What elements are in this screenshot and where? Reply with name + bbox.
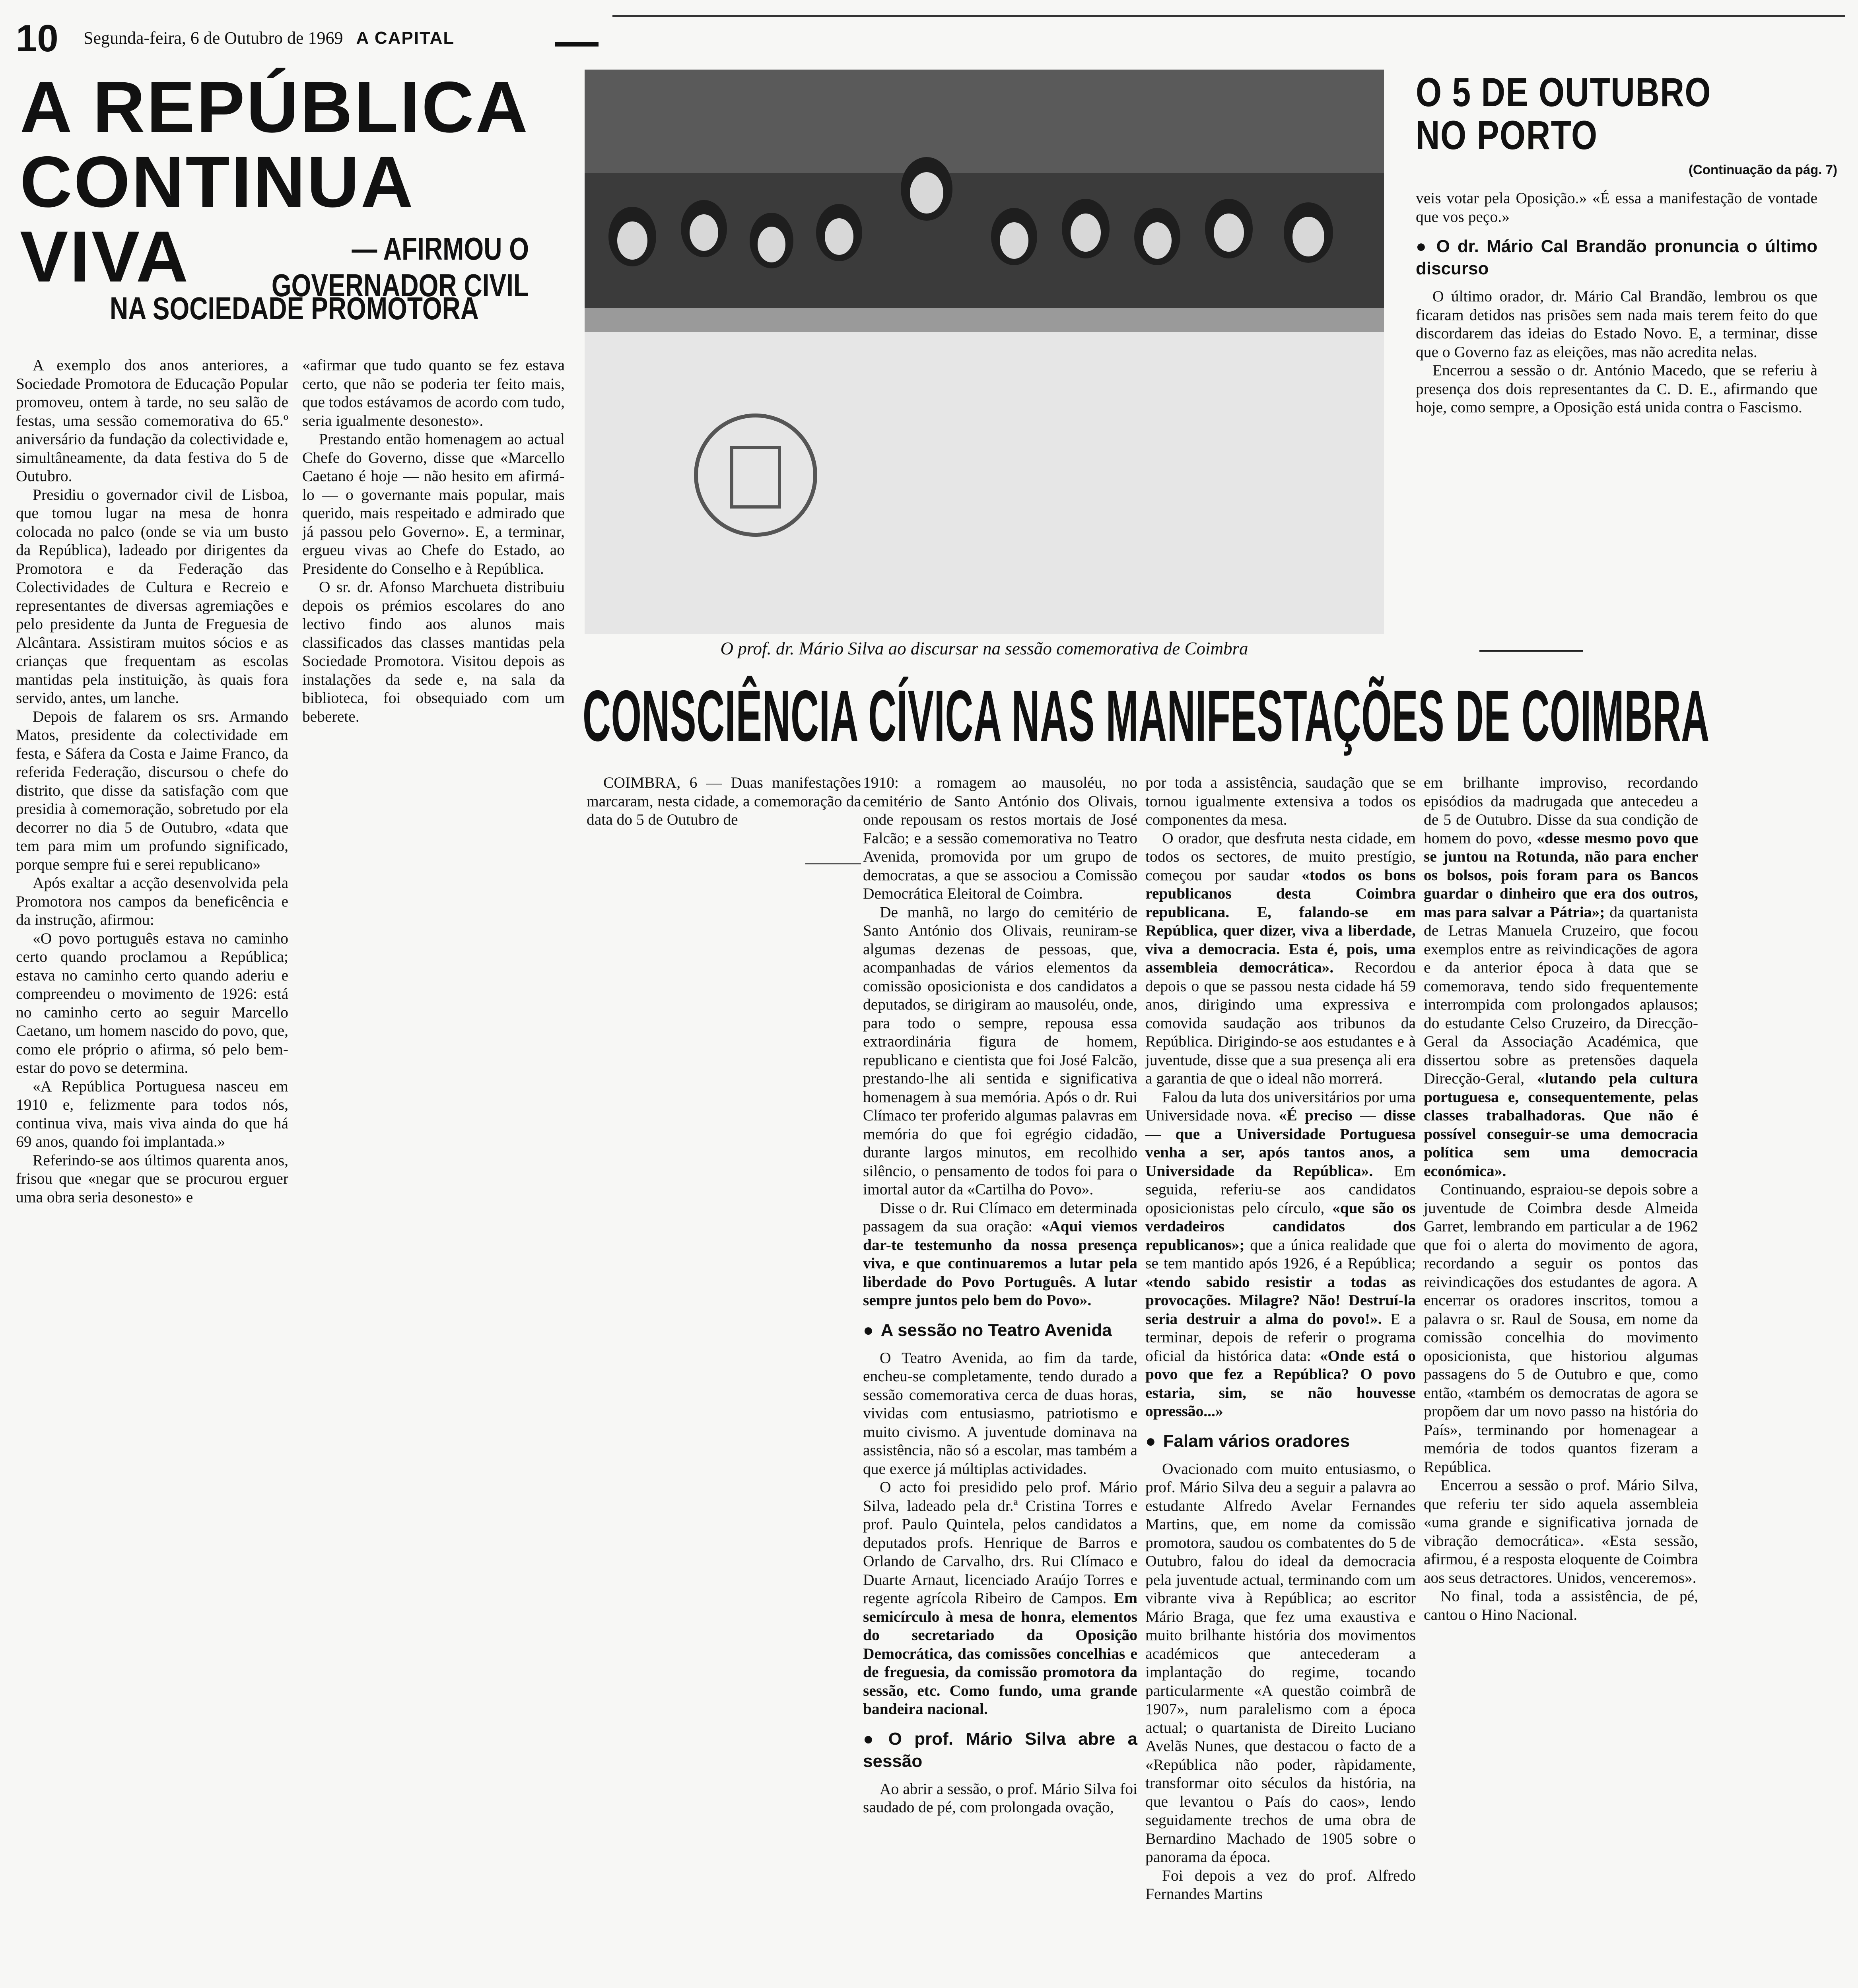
event-photo [585,70,1384,634]
paragraph: O sr. dr. Afonso Marchueta distribuiu depois os prémios escolares do ano lectivo findo aos alunos mais classificados das classes mantidas pela Sociedade Promotora. Visitou depois as instalações da sede e, na sala da biblioteca, foi obsequiado com um beberete. [302,578,565,725]
article-main-col1 [587,773,861,829]
quote: «todos os bons republicanos desta Coimbra republicana. E, falando-se em República, quer dizer, viva a liberdade, viva a democracia. Esta é, pois, uma assembleia democrática». [1145,866,1416,976]
paragraph: A exemplo dos anos anteriores, a Sociedade Promotora de Educação Popular promoveu, ontem à tarde, no seu salão de festas, uma sessão comemorativa do 65.º aniversário da fundação da colectividade e, simultâneamente, da data festiva do 5 de Outubro. [16,356,288,485]
bullet-icon: ● [863,1320,874,1340]
paragraph: Após exaltar a acção desenvolvida pela Promotora nos campos da beneficência e da instrução, afirmou: [16,874,288,928]
text: O acto foi presidido pelo prof. Mário Silva, ladeado pela dr.ª Cristina Torres e prof. Paulo Quintela, pelos candidatos a deputados profs. Henrique de Barros e Orlando de Carvalho, drs. Rui Clímaco e Duarte Arnaut, licenciado Araújo Torres e regente agrícola Ribeiro de Campos. [863,1478,1137,1607]
subhead-text: O prof. Mário Silva abre a sessão [863,1729,1137,1771]
paragraph: veis votar pela Oposição.» «É essa a manifestação de vontade que vos peço.» [1416,189,1817,225]
subhead [1416,235,1817,280]
paragraph: COIMBRA, 6 — Duas manifestações marcaram, nesta cidade, a comemoração da data do 5 de Outubro de [587,774,861,828]
article-left-col1 [16,356,288,1206]
paragraph [1145,829,1416,1088]
paragraph [863,1199,1137,1310]
text: que a única realidade que se tem mantido após 1926, é a República; [1145,1236,1416,1272]
subhead [1145,1430,1416,1452]
divider [1479,650,1583,652]
quote: «que são os verdadeiros candidatos dos republicanos»; [1145,1199,1416,1254]
paragraph: O Teatro Avenida, ao fim da tarde, encheu-se completamente, tendo durado a sessão comemorativa cerca de duas horas, vividas com entusiasmo, patriotismo e muito civismo. A juventude dominava na assistência, não só a escolar, mas também a que exerce já múltiplas actividades. [863,1349,1137,1477]
bullet-icon: ● [1416,237,1429,256]
headline-porto-line2: NO PORTO [1416,113,1598,158]
paragraph: Encerrou a sessão o dr. António Macedo, que se referiu à presença dos dois representantes da C. D. E., afirmando que hoje, como sempre, a Oposição está unida contra o Fascismo. [1416,361,1817,416]
subhead [863,1319,1137,1342]
article-main-col4 [1424,773,1698,1624]
subhead [863,1728,1137,1773]
paragraph: No final, toda a assistência, de pé, cantou o Hino Nacional. [1424,1587,1698,1623]
folio-dash [555,42,599,47]
top-rule [612,15,1845,17]
headline-porto [1416,71,1742,157]
article-main-col3 [1145,773,1416,1903]
quote: «lutando pela cultura portuguesa e, consequentemente, pelas classes trabalhadoras. Que não é possível conseguir-se uma democracia política sem uma democracia económica». [1424,1070,1699,1180]
paragraph: por toda a assistência, saudação que se tornou igualmente extensiva a todos os componentes da mesa. [1145,774,1416,828]
paragraph: O último orador, dr. Mário Cal Brandão, lembrou os que ficaram detidos nas prisões sem nada mais terem feito do que discordarem das ideias do Estado Novo. E, a terminar, disse que o Governo faz as eleições, mas não acredita nelas. [1416,287,1817,361]
article-left-col2 [302,356,565,726]
paragraph: De manhã, no largo do cemitério de Santo António dos Olivais, reuniram-se algumas dezenas de pessoas, que, acompanhadas de vários elementos da comissão oposicionista e dos candidatos a deputados, se dirigiram ao mausoléu, onde, para todo o sempre, repousa essa extraordinária figura de homem, republicano e cientista que foi José Falcão, prestando-lhe ali sentida e significativa homenagem à sua memória. Após o dr. Rui Clímaco ter proferido algumas palavras em memória do que foi egrégio cidadão, durante largos minutos, em recolhido silêncio, o pensamento de todos foi para o imortal autor da «Cartilha do Povo». [863,903,1137,1198]
bullet-icon: ● [1145,1431,1156,1451]
paragraph [1145,1088,1416,1421]
subhead-text: A sessão no Teatro Avenida [880,1320,1112,1340]
divider [805,863,861,864]
text: Recordou depois o que se passou nesta cidade há 59 anos, dirigindo uma expressiva e comovida saudação aos tribunos da República. Dirigindo-se aos estudantes e à juventude, disse que a sua presença ali era a garantia de que o ideal não morrerá. [1145,959,1416,1087]
quote: «Onde está o povo que fez a República? O povo estaria, sim, se não houvesse opressão...» [1145,1347,1416,1420]
paragraph: Foi depois a vez do prof. Alfredo Fernandes Martins [1145,1866,1416,1903]
paragraph: «O povo português estava no caminho certo quando proclamou a República; estava no caminho certo quando aderiu e compreendeu o movimento de 1926: está no caminho certo ao seguir Marcello Caetano, um homem nascido do povo, que, como ele próprio o afirma, só pelo bem-estar do povo se determina. [16,929,288,1076]
quote: «Aqui viemos dar-te testemunho da nossa presença viva, e que continuaremos a lutar pela liberdade do Povo Português. A lutar sempre juntos pelo bem do Povo». [863,1217,1138,1309]
headline-republica: A REPÚBLICA CONTINUA VIVA [20,66,527,297]
paragraph: 1910: a romagem ao mausoléu, no cemitério de Santo António dos Olivais, onde repousam os restos mortais de José Falcão; e a sessão comemorativa no Teatro Avenida, promovida por um grupo de democratas, a que se associou a Comissão Democrática Eleitoral de Coimbra. [863,774,1137,902]
paragraph: Ovacionado com muito entusiasmo, o prof. Mário Silva deu a seguir a palavra ao estudante Alfredo Avelar Fernandes Martins, que, em nome da comissão promotora, saudou os combatentes do 5 de Outubro, falou do ideal da democracia pela juventude actual, terminando com um vibrante viva à República; ao escritor Mário Braga, que fez uma exaustiva e muito brilhante história dos movimentos académicos que antecederam a implantação do regime, tocando particularmente «A questão coimbrã de 1907», num paralelismo com a época actual; o quartanista de Direito Luciano Avelãs Nunes, que destacou o facto de a «República não poder, ràpidamente, transformar oito séculos da história, na que levantou o País do caos», lendo seguidamente trechos de uma obra de Bernardino Machado de 1905 sobre o panorama da época. [1145,1460,1416,1866]
quote: «É preciso — disse — que a Universidade Portuguesa venha a ser, após tantos anos, a Universidade da República». [1145,1107,1416,1180]
quote: «tendo sabido resistir a todas as provocações. Milagre? Não! Destruí-la seria destruir a alma do povo!». [1145,1273,1416,1328]
paragraph: Depois de falarem os srs. Armando Matos, presidente da colectividade em festa, e Sáfera da Costa e Jaime Franco, da referida Federação, discursou o chefe do distrito, que disse da satisfação com que presidia à comemoração, sobretudo por ela decorrer no dia 5 de Outubro, «data que tem para mim um profundo significado, porque sempre fui e serei republicano» [16,707,288,873]
text: em brilhante improviso, recordando episódios da madrugada que antecedeu a de 5 de Outubro. Disse da sua condição de homem do povo, [1424,774,1698,847]
quote: «desse mesmo povo que se juntou na Rotunda, não para encher os bolsos, pois foram para os Bancos guardar o dinheiro que era dos outros, mas para salvar a Pátria»; [1424,829,1698,921]
paragraph: Prestando então homenagem ao actual Chefe do Governo, disse que «Marcello Caetano é hoje — não hesito em afirmá-lo — o governante mais popular, mais querido, mais respeitado e admirado que já passou pelo Governo». E, a terminar, ergueu vivas ao Chefe do Estado, ao Presidente do Conselho e à República. [302,430,565,577]
headline-porto-line1: O 5 DE OUTUBRO [1416,70,1712,115]
paragraph [1424,773,1698,1180]
paragraph: Ao abrir a sessão, o prof. Mário Silva foi saudado de pé, com prolongada ovação, [863,1780,1137,1816]
text: da quartanista de Letras Manuela Cruzeiro, que focou exemplos entre as reivindicações de agora e da anterior época à data que se comemorava, tendo sido frequentemente interrompida com prolongados aplausos; do estudante Celso Cruzeiro, da Direcção-Geral da Associação Académica, que dissertou sobre as pretensões daquela Direcção-Geral, [1424,903,1698,1087]
subhead-text: O dr. Mário Cal Brandão pronuncia o último discurso [1416,237,1817,278]
paragraph: Referindo-se aos últimos quarenta anos, frisou que «negar que se procurou erguer uma obra seria desonesto» e [16,1151,288,1206]
article-right-body [1416,189,1817,417]
paragraph: Continuando, espraiou-se depois sobre a juventude de Coimbra desde Almeida Garret, lembrando em particular a de 1962 que foi o alerta do movimento de agora, recordando a seguir os pontos das reivindicações dos estudantes de agora. A encerrar os oradores inscritos, tomou a palavra o sr. Raul de Sousa, em nome da comissão concelhia do movimento oposicionista, que historiou algumas passagens do 5 de Outubro e que, como então, «também os democratas de agora se propõem dar um novo passo na história do País», terminando por homenagear a memória de todos quantos fizeram a República. [1424,1180,1698,1475]
page-number: 10 [16,17,58,60]
publication-name: A CAPITAL [356,28,455,48]
paragraph: «afirmar que tudo quanto se fez estava certo, que não se poderia ter feito mais, que todos estávamos de acordo com tudo, seria igualmente desonesto». [302,356,565,429]
paragraph: Presidiu o governador civil de Lisboa, que tomou lugar na mesa de honra colocada no palco (onde se via um busto da República), ladeado por dirigentes da Promotora e da Federação das Colectividades de Cultura e Recreio e representantes de diversas agremiações e pelo presidente da Junta de Freguesia de Alcântara. Assistiram muitos sócios e as crianças que frequentam as escolas mantidas pela instituição, às quais fora servido, antes, um lanche. [16,485,288,707]
bullet-icon: ● [863,1729,881,1749]
text: O orador, que desfruta nesta cidade, em todos os sectores, de muito prestígio, começou por saudar [1145,829,1416,884]
continuation-note: (Continuação da pág. 7) [1688,162,1837,177]
paragraph [863,1478,1137,1718]
text: Falou da luta dos universitários por uma Universidade nova. [1145,1088,1416,1124]
paragraph: Encerrou a sessão o prof. Mário Silva, que referiu ter sido aquela assembleia «uma grande e significativa jornada de vibração democrática». «Esta sessão, afirmou, é a resposta eloquente de Coimbra aos seus detractores. Unidos, venceremos». [1424,1476,1698,1586]
folio-line [84,28,455,48]
photo-caption: O prof. dr. Mário Silva ao discursar na sessão comemorativa de Coimbra [720,639,1248,658]
text: Disse o dr. Rui Clímaco em determinada passagem da sua oração: [863,1199,1137,1235]
date-line: Segunda-feira, 6 de Outubro de 1969 [84,28,343,48]
emphasis: Em semicírculo à mesa de honra, elementos do secretariado da Oposição Democrática, das comissões concelhias e de freguesia, da comissão promotora da sessão, etc. Como fundo, uma grande bandeira nacional. [863,1589,1137,1718]
headline-coimbra: CONSCIÊNCIA CÍVICA NAS MANIFESTAÇÕES DE COIMBRA [583,675,1710,756]
text: E a terminar, depois de referir o programa oficial da histórica data: [1145,1310,1416,1365]
photo-illustration [585,70,1384,634]
deck-line-2: NA SOCIEDADE PROMOTORA [109,291,479,326]
text: Em seguida, referiu-se aos candidatos oposicionistas pelo círculo, [1145,1162,1416,1217]
article-main-col2 [863,773,1137,1817]
paragraph: «A República Portuguesa nasceu em 1910 e, felizmente para todos nós, continua viva, mais viva ainda do que há 69 anos, quando foi implantada.» [16,1077,288,1150]
deck-line-1: — AFIRMOU O GOVERNADOR CIVIL [271,231,529,303]
subhead-text: Falam vários oradores [1163,1431,1350,1451]
